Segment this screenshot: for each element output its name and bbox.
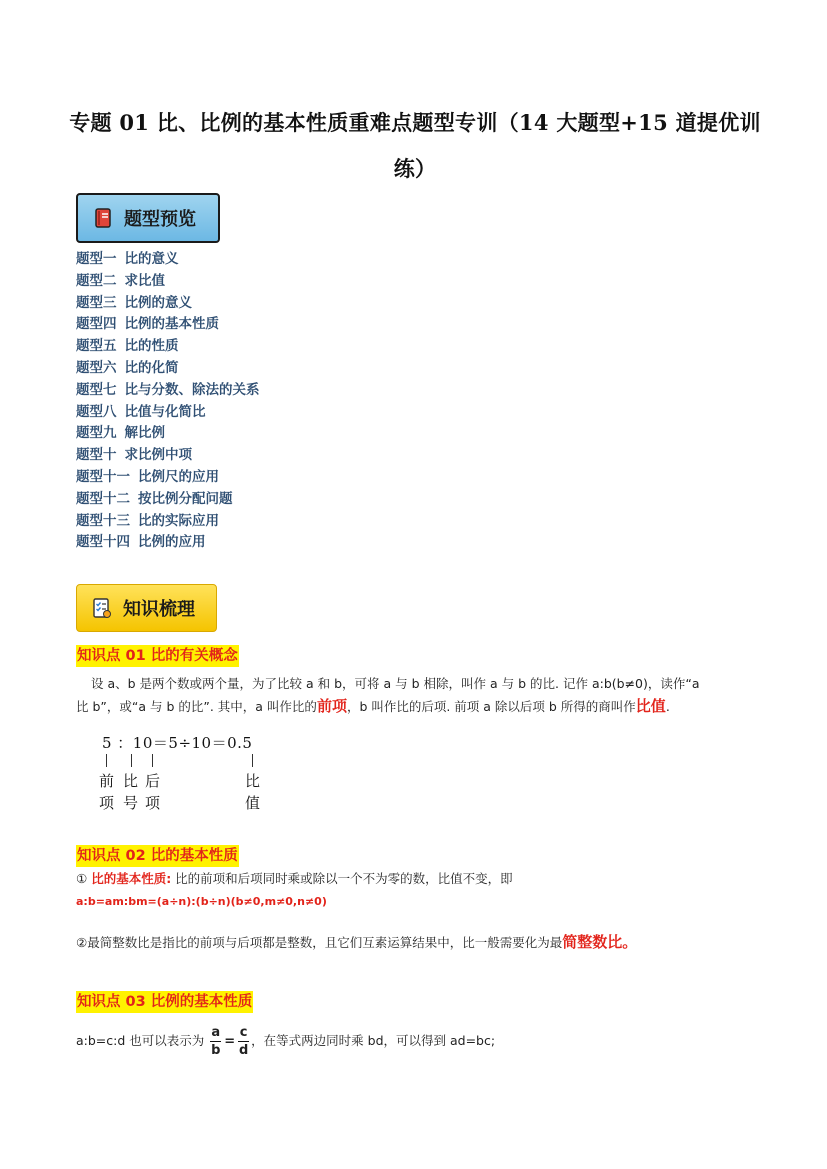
label-sign: 号 <box>123 794 139 812</box>
label-back: 后 <box>145 772 161 790</box>
list-item: 题型十一 比例尺的应用 <box>76 468 219 485</box>
label-value: 比 <box>245 772 261 790</box>
question-type-preview-badge <box>76 193 220 243</box>
knowledge-point-03-heading: 知识点 03 比例的基本性质 <box>76 991 253 1013</box>
knowledge-review-badge <box>76 584 217 632</box>
title-line-2: 练） <box>393 156 437 181</box>
connector-line <box>106 754 107 767</box>
list-item: 题型十四 比例的应用 <box>76 534 206 551</box>
list-item: 题型九 解比例 <box>76 425 165 442</box>
connector-line <box>252 754 253 767</box>
list-item: 题型三 比例的意义 <box>76 294 192 311</box>
list-item: 题型一 比的意义 <box>76 251 179 267</box>
term-ratio-value: 比值 <box>635 697 666 715</box>
term-basic-property: 比的基本性质: <box>91 871 172 886</box>
red-book-icon <box>92 207 114 229</box>
kp2-property-line: ① 比的基本性质: 比的前项和后项同时乘或除以一个不为零的数，比值不变，即 <box>76 871 513 886</box>
label-term: 项 <box>99 794 115 812</box>
kp3-proportion-line: a:b=c:d 也可以表示为 $\frac{a}{b}$ = $\frac{c}{d}$ ，在等式两边同时乘 bd，可以得到 ad=bc; <box>76 1024 496 1059</box>
list-item: 题型八 比值与化简比 <box>76 403 206 420</box>
kp2-simplest-ratio-line: ②最简整数比是指比的前项与后项都是整数，且它们互素运算结果中，比一般需要化为最简整数比。 <box>76 933 638 951</box>
term-front-term: 前项 <box>316 697 347 715</box>
label-front: 前 <box>99 772 115 790</box>
list-item: 题型七 比与分数、除法的关系 <box>76 381 260 398</box>
checklist-document-icon <box>91 597 113 619</box>
kp1-line-1: 设 a、b 是两个数或两个量，为了比较 a 和 b，可将 a 与 b 相除，叫作 a 与 b 的比. 记作 a:b(b≠0)，读作“a <box>91 676 700 691</box>
list-item: 题型十 求比例中项 <box>76 447 192 464</box>
title-line-1: 专题 01 比、比例的基本性质重难点题型专训（14 大题型+15 道提优训 <box>69 110 761 135</box>
question-type-list <box>76 249 476 554</box>
fraction-c-over-d: $\frac{c}{d}$ <box>239 1024 249 1059</box>
list-item: 题型十二 按比例分配问题 <box>76 490 233 507</box>
fraction-a-over-b: $\frac{a}{b}$ <box>211 1024 221 1059</box>
list-item: 题型二 求比值 <box>76 272 165 289</box>
term-simplest-ratio: 简整数比。 <box>562 933 638 951</box>
label-ratio: 比 <box>123 772 139 790</box>
label-term: 项 <box>145 794 161 812</box>
knowledge-point-02-heading: 知识点 02 比的基本性质 <box>76 845 239 867</box>
document-title <box>60 100 770 192</box>
list-item: 题型五 比的性质 <box>76 338 179 355</box>
connector-line <box>152 754 153 767</box>
kp2-formula: a:b=am:bm=(a÷n):(b÷n)(b≠0,m≠0,n≠0) <box>76 895 327 908</box>
list-item: 题型六 比的化简 <box>76 359 179 376</box>
list-item: 题型十三 比的实际应用 <box>76 512 219 529</box>
ratio-parts-diagram <box>96 732 296 822</box>
connector-line <box>131 754 132 767</box>
kp1-line-2: 比 b”，或“a 与 b 的比”. 其中，a 叫作比的前项，b 叫作比的后项. 前项 a 除以后项 b 所得的商叫作比值. <box>76 697 670 715</box>
label-value-2: 值 <box>245 794 261 812</box>
badge-label-preview: 题型预览 <box>124 209 196 230</box>
list-item: 题型四 比例的基本性质 <box>76 316 219 333</box>
knowledge-point-01-heading: 知识点 01 比的有关概念 <box>76 645 239 667</box>
ratio-equation: 5 ：10＝5÷10＝0.5 <box>102 734 253 752</box>
badge-label-knowledge: 知识梳理 <box>123 599 195 620</box>
